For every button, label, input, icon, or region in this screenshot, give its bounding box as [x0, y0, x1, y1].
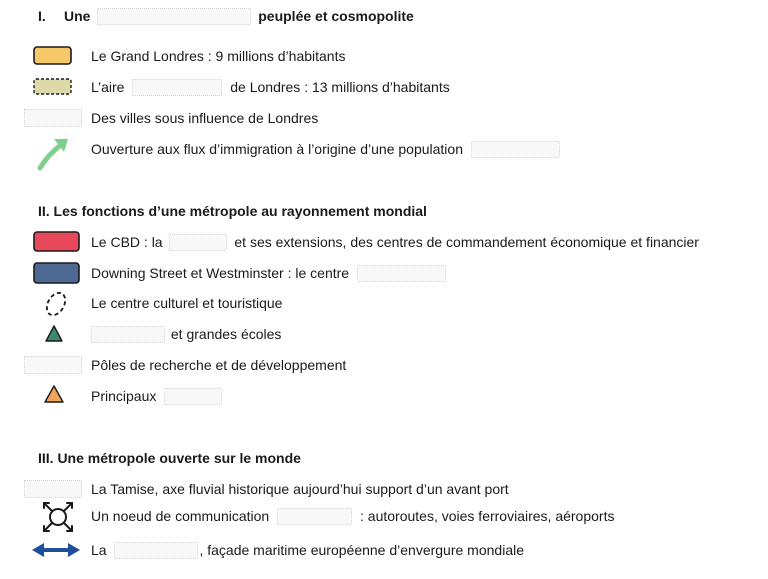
legend-label [91, 507, 614, 525]
legend-label [91, 325, 281, 343]
blank-field[interactable] [132, 79, 222, 96]
legend-label: La Tamise, axe fluvial historique aujourd’hui support d’un avant port [91, 481, 509, 497]
legend-item-villes-influence [0, 105, 768, 131]
legend-item-noeud [0, 503, 768, 533]
network-node-icon [24, 500, 84, 534]
blank-field[interactable] [97, 8, 251, 25]
legend-label-start: Principaux [91, 388, 157, 404]
legend-label-start: Downing Street et Westminster : le centre [91, 265, 350, 281]
double-arrow-icon [24, 537, 84, 563]
legend-item-pouvoir [0, 260, 768, 286]
legend-item-principaux [0, 383, 768, 409]
legend-item-immigration [0, 136, 768, 162]
blank-field[interactable] [91, 326, 165, 343]
legend-label-end: et grandes écoles [170, 326, 282, 342]
blank-field[interactable] [164, 388, 222, 405]
legend-item-universites [0, 321, 768, 347]
legend-item-tamise [0, 476, 768, 502]
section-2-title: II. Les fonctions d’une métropole au rayonnement mondial [38, 203, 427, 219]
section-1-title-end: peuplée et cosmopolite [258, 8, 414, 24]
legend-label: Pôles de recherche et de développement [91, 357, 347, 373]
blank-field[interactable] [357, 265, 446, 282]
legend-item-facade [0, 537, 768, 563]
legend-label [91, 78, 450, 96]
blank-field[interactable] [471, 141, 560, 158]
blank-symbol[interactable] [24, 109, 82, 127]
red-rectangle-icon [24, 229, 84, 255]
legend-label-start: Un noeud de communication [91, 508, 270, 524]
legend-label: Le Grand Londres : 9 millions d’habitants [91, 48, 346, 64]
legend-label [91, 233, 699, 251]
section-1-title [38, 7, 414, 25]
blank-symbol[interactable] [24, 480, 82, 498]
dashed-beige-rectangle-icon [24, 74, 84, 100]
orange-rectangle-icon [24, 43, 84, 69]
legend-item-grand-londres [0, 43, 768, 69]
legend-label [91, 264, 446, 282]
legend-label-start: Le CBD : la [91, 234, 163, 250]
green-arrow-icon [24, 134, 84, 170]
legend-label-end: de Londres : 13 millions d’habitants [230, 79, 450, 95]
legend-label-end: : autoroutes, voies ferroviaires, aéroports [360, 508, 615, 524]
legend-label: Des villes sous influence de Londres [91, 110, 319, 126]
legend-label [91, 541, 524, 559]
blue-rectangle-icon [24, 260, 84, 286]
legend-item-aire-urbaine [0, 74, 768, 100]
legend-label [91, 387, 222, 405]
green-triangle-icon [24, 321, 84, 347]
legend-label: Le centre culturel et touristique [91, 295, 283, 311]
section-3-title: III. Une métropole ouverte sur le monde [38, 450, 301, 466]
legend-item-recherche [0, 352, 768, 378]
blank-field[interactable] [169, 234, 227, 251]
section-1-title-start: Une [64, 8, 91, 24]
legend-label [91, 140, 560, 158]
legend-label-start: L’aire [91, 79, 125, 95]
legend-item-culture [0, 290, 768, 316]
orange-triangle-icon [24, 383, 84, 409]
legend-label-end: et ses extensions, des centres de commandement économique et financier [234, 234, 699, 250]
legend-item-cbd [0, 229, 768, 255]
dashed-ellipse-icon [24, 290, 84, 316]
blank-symbol[interactable] [24, 356, 82, 374]
legend-label-end: , façade maritime européenne d’envergure mondiale [199, 542, 524, 558]
legend-label-start: La [91, 542, 107, 558]
legend-label-start: Ouverture aux flux d’immigration à l’origine d’une population [91, 141, 463, 157]
blank-field[interactable] [114, 542, 198, 559]
blank-field[interactable] [277, 508, 352, 525]
section-1-number: I. [38, 8, 46, 24]
